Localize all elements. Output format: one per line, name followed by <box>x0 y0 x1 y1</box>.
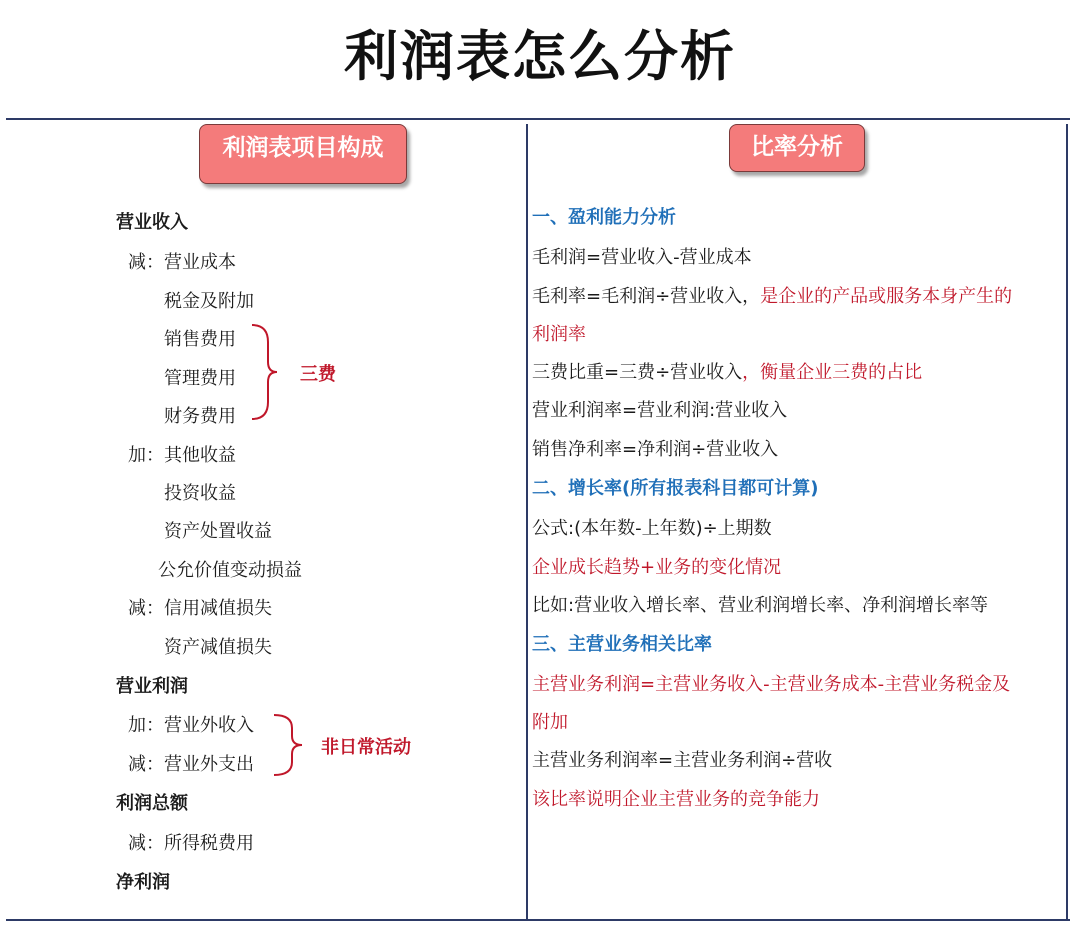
item-credit-impairment: 减：信用减值损失 <box>128 598 272 619</box>
line-growth-note: 企业成长趋势+业务的变化情况 <box>532 557 782 578</box>
item-cost: 减：营业成本 <box>128 252 236 273</box>
line-three-fees-formula: 三费比重=三费÷营业收入 <box>532 362 743 383</box>
section-growth: 二、增长率(所有报表科目都可计算) <box>532 478 819 499</box>
item-net-profit: 净利润 <box>116 872 170 893</box>
line-main-business-profit-cont: 附加 <box>532 712 568 733</box>
item-non-operating-expense: 减：营业外支出 <box>128 754 254 775</box>
three-fees-tag: 三费 <box>300 364 336 385</box>
item-selling-expense: 销售费用 <box>164 329 236 350</box>
item-revenue: 营业收入 <box>116 212 188 233</box>
item-other-income: 加：其他收益 <box>128 445 236 466</box>
item-operating-profit: 营业利润 <box>116 676 188 697</box>
line-gross-margin-note-cont: 利润率 <box>532 324 586 345</box>
item-asset-impairment: 资产减值损失 <box>164 637 272 658</box>
top-divider <box>6 118 1070 120</box>
line-main-business-note: 该比率说明企业主营业务的竞争能力 <box>532 789 820 810</box>
item-non-operating-income: 加：营业外收入 <box>128 715 254 736</box>
section-profitability: 一、盈利能力分析 <box>532 207 676 228</box>
line-operating-margin: 营业利润率=营业利润:营业收入 <box>532 400 788 421</box>
item-income-tax: 减：所得税费用 <box>128 833 254 854</box>
item-fair-value-change: 公允价值变动损益 <box>158 560 302 581</box>
income-statement-items-header: 利润表项目构成 <box>199 124 407 184</box>
item-total-profit: 利润总额 <box>116 793 188 814</box>
item-admin-expense: 管理费用 <box>164 368 236 389</box>
line-gross-margin <box>532 282 1012 308</box>
line-main-business-profit: 主营业务利润=主营业务收入-主营业务成本-主营业务税金及 <box>532 674 1011 695</box>
item-taxes: 税金及附加 <box>164 291 254 312</box>
section-main-business: 三、主营业务相关比率 <box>532 634 712 655</box>
right-border <box>1066 124 1068 920</box>
page-title: 利润表怎么分析 <box>344 25 736 88</box>
three-fees-brace-icon <box>250 322 280 422</box>
line-growth-examples: 比如:营业收入增长率、营业利润增长率、净利润增长率等 <box>532 595 989 616</box>
ratio-analysis-header: 比率分析 <box>729 124 865 172</box>
line-three-fees-note: ，衡量企业三费的占比 <box>742 362 923 383</box>
line-main-business-margin: 主营业务利润率=主营业务利润÷营收 <box>532 750 833 771</box>
item-finance-expense: 财务费用 <box>164 406 236 427</box>
item-investment-income: 投资收益 <box>164 483 236 504</box>
line-gross-margin-formula: 毛利率=毛利润÷营业收入， <box>532 286 761 307</box>
column-divider <box>526 124 528 920</box>
non-daily-activity-tag: 非日常活动 <box>321 737 411 758</box>
line-net-margin: 销售净利率=净利润÷营业收入 <box>532 439 779 460</box>
line-three-fees-ratio <box>532 358 922 384</box>
item-asset-disposal: 资产处置收益 <box>164 521 272 542</box>
line-gross-profit: 毛利润=营业收入-营业成本 <box>532 247 752 268</box>
non-daily-brace-icon <box>272 712 306 778</box>
line-gross-margin-note: 是企业的产品或服务本身产生的 <box>760 286 1013 307</box>
line-growth-formula: 公式:(本年数-上年数)÷上期数 <box>532 518 772 539</box>
bottom-divider <box>6 919 1070 921</box>
